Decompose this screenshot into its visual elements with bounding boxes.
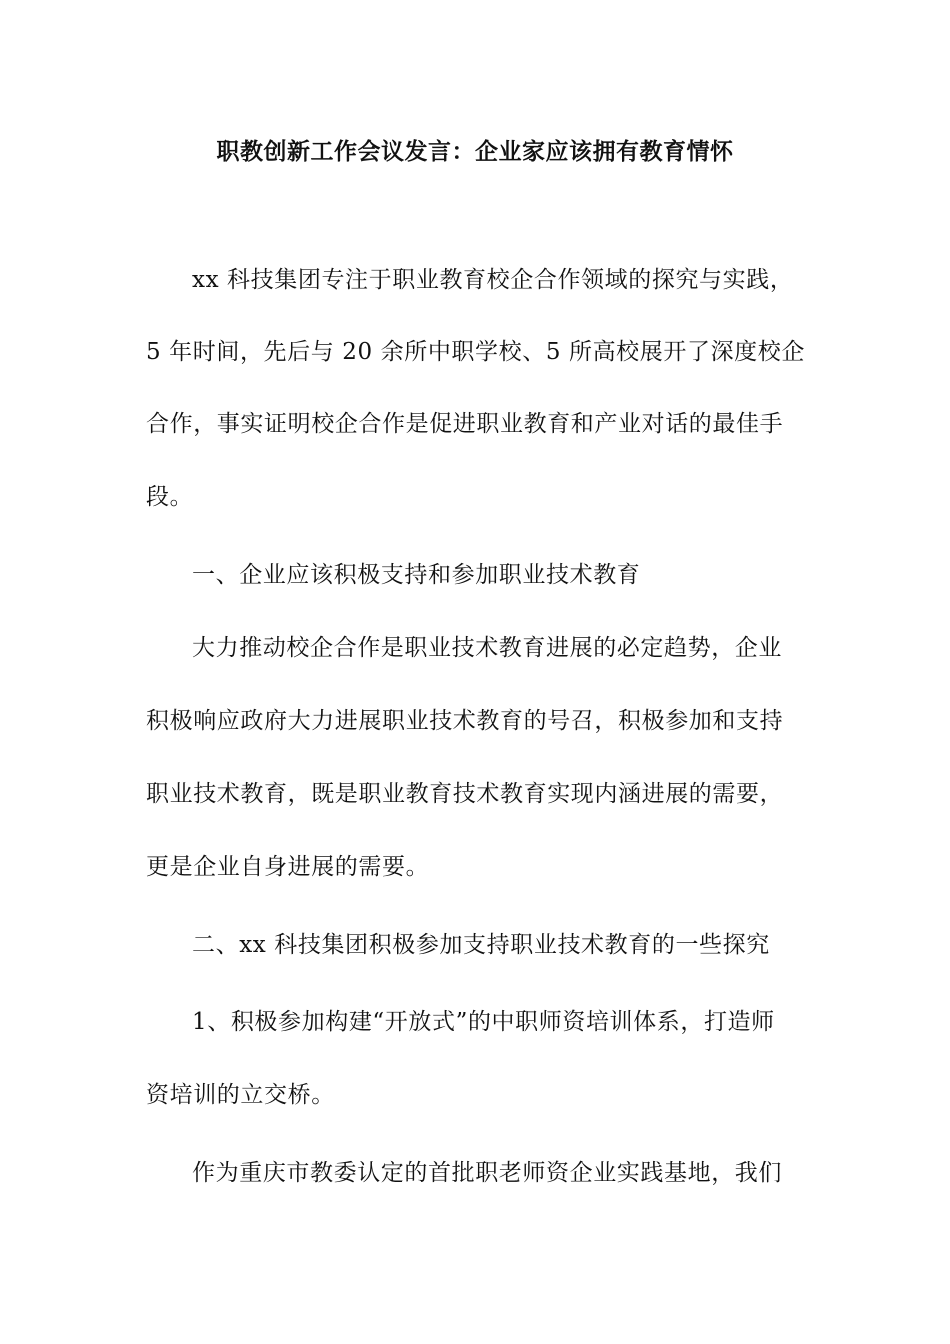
subsection-heading: 1、积极参加构建“开放式”的中职师资培训体系，打造师: [192, 1009, 775, 1035]
paragraph-line: 合作，事实证明校企合作是促进职业教育和产业对话的最佳手: [146, 411, 784, 437]
paragraph-line: 5 年时间，先后与 20 余所中职学校、5 所高校展开了深度校企: [146, 339, 805, 365]
section-heading: 一、企业应该积极支持和参加职业技术教育: [192, 562, 641, 588]
paragraph-line: 作为重庆市教委认定的首批职老师资企业实践基地，我们: [192, 1160, 782, 1186]
paragraph-line: 职业技术教育，既是职业教育技术教育实现内涵进展的需要，: [146, 781, 784, 807]
paragraph-line: 资培训的立交桥。: [146, 1082, 335, 1108]
paragraph-line: 段。: [146, 484, 194, 510]
paragraph-line: 更是企业自身进展的需要。: [146, 854, 430, 880]
paragraph-line: 大力推动校企合作是职业技术教育进展的必定趋势，企业: [192, 635, 782, 661]
section-heading: 二、xx 科技集团积极参加支持职业技术教育的一些探究: [192, 932, 770, 958]
paragraph-line: xx 科技集团专注于职业教育校企合作领域的探究与实践，: [192, 267, 794, 293]
paragraph-line: 积极响应政府大力进展职业技术教育的号召，积极参加和支持: [146, 708, 784, 734]
document-title: 职教创新工作会议发言：企业家应该拥有教育情怀: [216, 139, 734, 165]
